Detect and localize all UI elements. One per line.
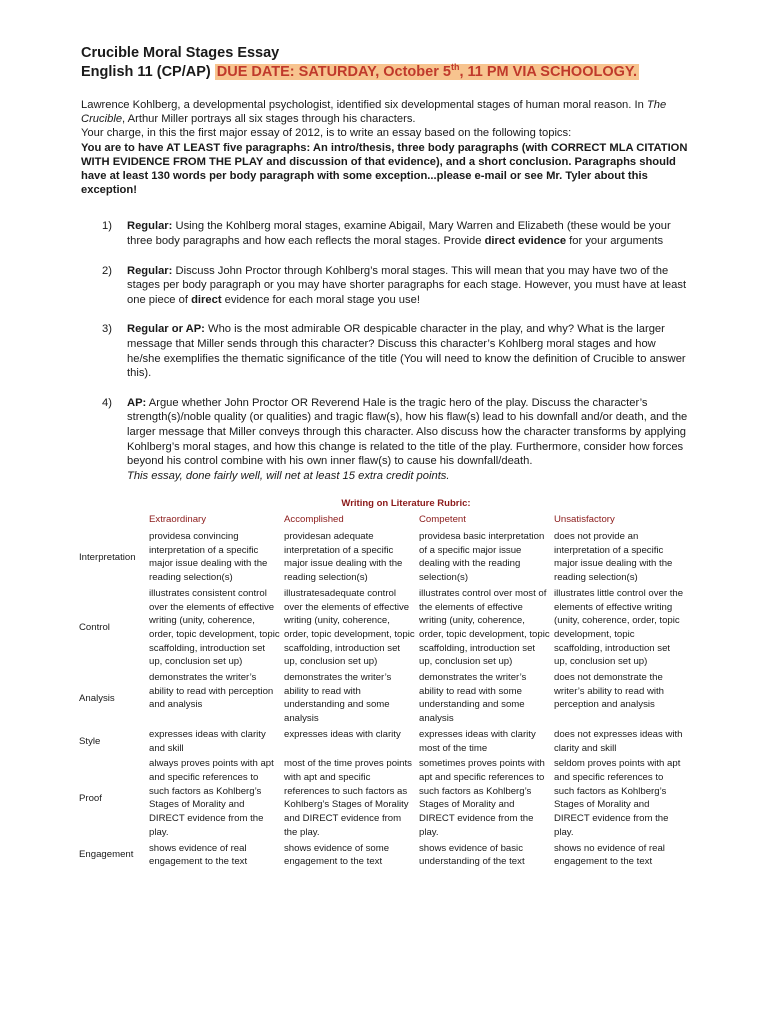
rubric-col-accomplished: Accomplished: [284, 514, 344, 526]
document-title: Crucible Moral Stages Essay: [81, 45, 280, 61]
essay-option-4: [81, 396, 691, 484]
option-text-b: for your arguments: [566, 235, 664, 248]
rubric-row-label: Control: [79, 622, 110, 634]
rubric-cell: seldom proves points with apt and specific references to such factors as Kohlberg’s Stages of Morality and DIRECT evidence from the play.: [554, 758, 681, 838]
rubric-cell: expresses ideas with clarity: [284, 728, 401, 740]
rubric-row-analysis: [77, 671, 687, 728]
rubric-cell: shows evidence of real engagement to the text: [149, 842, 248, 868]
essay-options-list: [81, 219, 691, 483]
option-text-b: evidence for each moral stage you use!: [221, 293, 420, 306]
essay-option-3: [81, 322, 691, 380]
due-date-sup: th: [450, 62, 460, 73]
rubric-cell: does not expresses ideas with clarity and skill: [554, 728, 683, 754]
rubric-cell: providesan adequate interpretation of a specific major issue dealing with the reading selection(s): [284, 531, 403, 584]
option-text-a: Argue whether John Proctor OR Reverend Hale is the tragic hero of the play. Discuss the character’s strength(s)/noble quality (or qualities) and tragic flaw(s), how his flaw(s) lead to his downfall and/or death, and the larger message that Miller conveys through this character. Also discuss how the character transforms by applying Kohlberg’s moral stages, and how this change is related to the title of the play. Furthermore, consider how forces beyond his control combine with his own inner flaw(s) to cause his downfall/death.: [127, 396, 688, 468]
rubric-row-label: Engagement: [79, 849, 134, 861]
option-label: AP:: [127, 396, 147, 409]
rubric-cell: does not provide an interpretation of a specific major issue dealing with the reading selection(s): [554, 531, 673, 584]
intro-text-b: , Arthur Miller portrays all six stages through his characters.: [122, 113, 416, 126]
intro-text-a: Lawrence Kohlberg, a developmental psychologist, identified six developmental stages of human moral reason. In: [81, 99, 647, 111]
rubric-col-competent: Competent: [419, 514, 466, 526]
rubric-cell: illustratesadequate control over the elements of effective writing (unity, coherence, order, topic development, topic scaffolding, introduction set up, conclusion set up): [284, 587, 415, 668]
essay-option-1: [81, 219, 691, 248]
rubric-col-extraordinary: Extraordinary: [149, 514, 207, 526]
option-body: [127, 322, 691, 380]
course-name: English 11 (CP/AP): [81, 64, 211, 80]
option-emphasis: direct evidence: [484, 235, 567, 248]
rubric-cell: demonstrates the writer’s ability to read with understanding and some analysis: [284, 672, 392, 725]
rubric-row-control: [77, 587, 687, 671]
extra-credit-note: This essay, done fairly well, will net at least 15 extra credit points.: [127, 469, 450, 482]
rubric-title: Writing on Literature Rubric:: [341, 498, 471, 510]
option-label: Regular or AP:: [127, 323, 205, 336]
play-title: The Crucible: [81, 99, 667, 126]
rubric-row-interpretation: [77, 530, 687, 587]
option-body: [127, 264, 691, 308]
rubric-cell: always proves points with apt and specific references to such factors as Kohlberg’s Stages of Morality and DIRECT evidence from the play.: [149, 758, 274, 838]
option-number: 2): [102, 264, 112, 277]
rubric-cell: shows no evidence of real engagement to the text: [554, 842, 665, 868]
rubric-header-empty: [77, 513, 147, 530]
rubric-cell: shows evidence of some engagement to the text: [284, 842, 390, 868]
course-line: [81, 62, 691, 82]
rubric-cell: does not demonstrate the writer’s ability to read with perception and analysis: [554, 672, 665, 711]
rubric-cell: providesa basic interpretation of a specific major issue dealing with the reading selection(s): [419, 531, 545, 584]
document-page: [81, 40, 691, 871]
rubric-cell: illustrates control over most of the elements of effective writing (unity, coherence, order, topic development, topic scaffolding, introduction set up, conclusion set up): [419, 587, 550, 668]
rubric-row-label: Proof: [79, 792, 102, 804]
option-text-a: Discuss John Proctor through Kohlberg’s moral stages. This will mean that you may have two of the stages per body paragraph or you may have shorter paragraphs for each stage. However, you must have at least one piece of: [127, 264, 687, 306]
rubric-col-unsatisfactory: Unsatisfactory: [554, 514, 615, 526]
rubric-header-row: [77, 513, 687, 530]
option-text-a: Who is the most admirable OR despicable character in the play, and why? What is the larger message that Miller sends through this character? Discuss this character’s Kohlberg moral stages and how he/she exemplifies the thematic significance of the title (You will need to know the definition of Crucible to answer this).: [127, 323, 686, 380]
option-text-a: Using the Kohlberg moral stages, examine Abigail, Mary Warren and Elizabeth (these would be your three body paragraphs and how each reflects the moral stages. Provide: [127, 220, 671, 248]
option-body: [127, 396, 691, 484]
rubric-cell: shows evidence of basic understanding of the text: [419, 842, 525, 868]
option-number: 3): [102, 323, 112, 336]
rubric-row-label: Interpretation: [79, 551, 136, 563]
rubric-cell: expresses ideas with clarity most of the time: [419, 728, 536, 754]
rubric-cell: sometimes proves points with apt and specific references to such factors as Kohlberg’s Stages of Morality and DIRECT evidence from the play.: [419, 758, 545, 838]
rubric-cell: illustrates consistent control over the elements of effective writing (unity, coherence, order, topic development, topic scaffolding, introduction set up, conclusion set up): [149, 587, 280, 668]
due-date-highlight: [215, 64, 639, 80]
intro-paragraph-1: [81, 98, 691, 126]
intro-paragraph-2: Your charge, in this the first major essay of 2012, is to write an essay based on the following topics:: [81, 127, 572, 140]
rubric-body: [77, 530, 687, 871]
intro-section: [81, 98, 691, 197]
rubric-cell: most of the time proves points with apt and specific references to such factors as Kohlberg’s Stages of Morality and DIRECT evidence from the play.: [284, 758, 412, 838]
rubric-cell: demonstrates the writer’s ability to read with perception and analysis: [149, 672, 274, 711]
rubric-row-engagement: [77, 842, 687, 871]
due-date-suffix: , 11 PM VIA SCHOOLOGY.: [459, 64, 637, 80]
option-emphasis: direct: [191, 293, 222, 306]
intro-requirements: [81, 141, 691, 198]
requirements-text: You are to have AT LEAST five paragraphs: An intro/thesis, three body paragraphs (with CORRECT MLA CITATION WITH EVIDENCE FROM THE PLAY and discussion of that evidence), and a short conclusion. Paragraphs should have at least 130 words per body paragraph with some exception...please e-mail or see Mr. Tyler about this exception!: [81, 141, 688, 197]
option-number: 1): [102, 220, 112, 233]
option-label: Regular:: [127, 220, 173, 233]
rubric-cell: illustrates little control over the elements of effective writing (unity, coherence, order, topic development, topic scaffolding, introduction set up, conclusion set up): [554, 587, 684, 668]
option-body: [127, 219, 691, 248]
rubric-cell: providesa convincing interpretation of a specific major issue dealing with the reading selection(s): [149, 531, 268, 584]
rubric-cell: demonstrates the writer’s ability to read with some understanding and some analysis: [419, 672, 527, 725]
rubric-cell: expresses ideas with clarity and skill: [149, 728, 266, 754]
option-number: 4): [102, 396, 112, 409]
rubric-row-proof: [77, 757, 687, 841]
rubric-row-style: [77, 728, 687, 757]
essay-option-2: [81, 264, 691, 308]
rubric-row-label: Style: [79, 735, 101, 747]
rubric-table: [77, 513, 687, 871]
rubric-row-label: Analysis: [79, 692, 115, 704]
due-date-prefix: DUE DATE: SATURDAY, October 5: [216, 64, 451, 80]
option-label: Regular:: [127, 264, 173, 277]
